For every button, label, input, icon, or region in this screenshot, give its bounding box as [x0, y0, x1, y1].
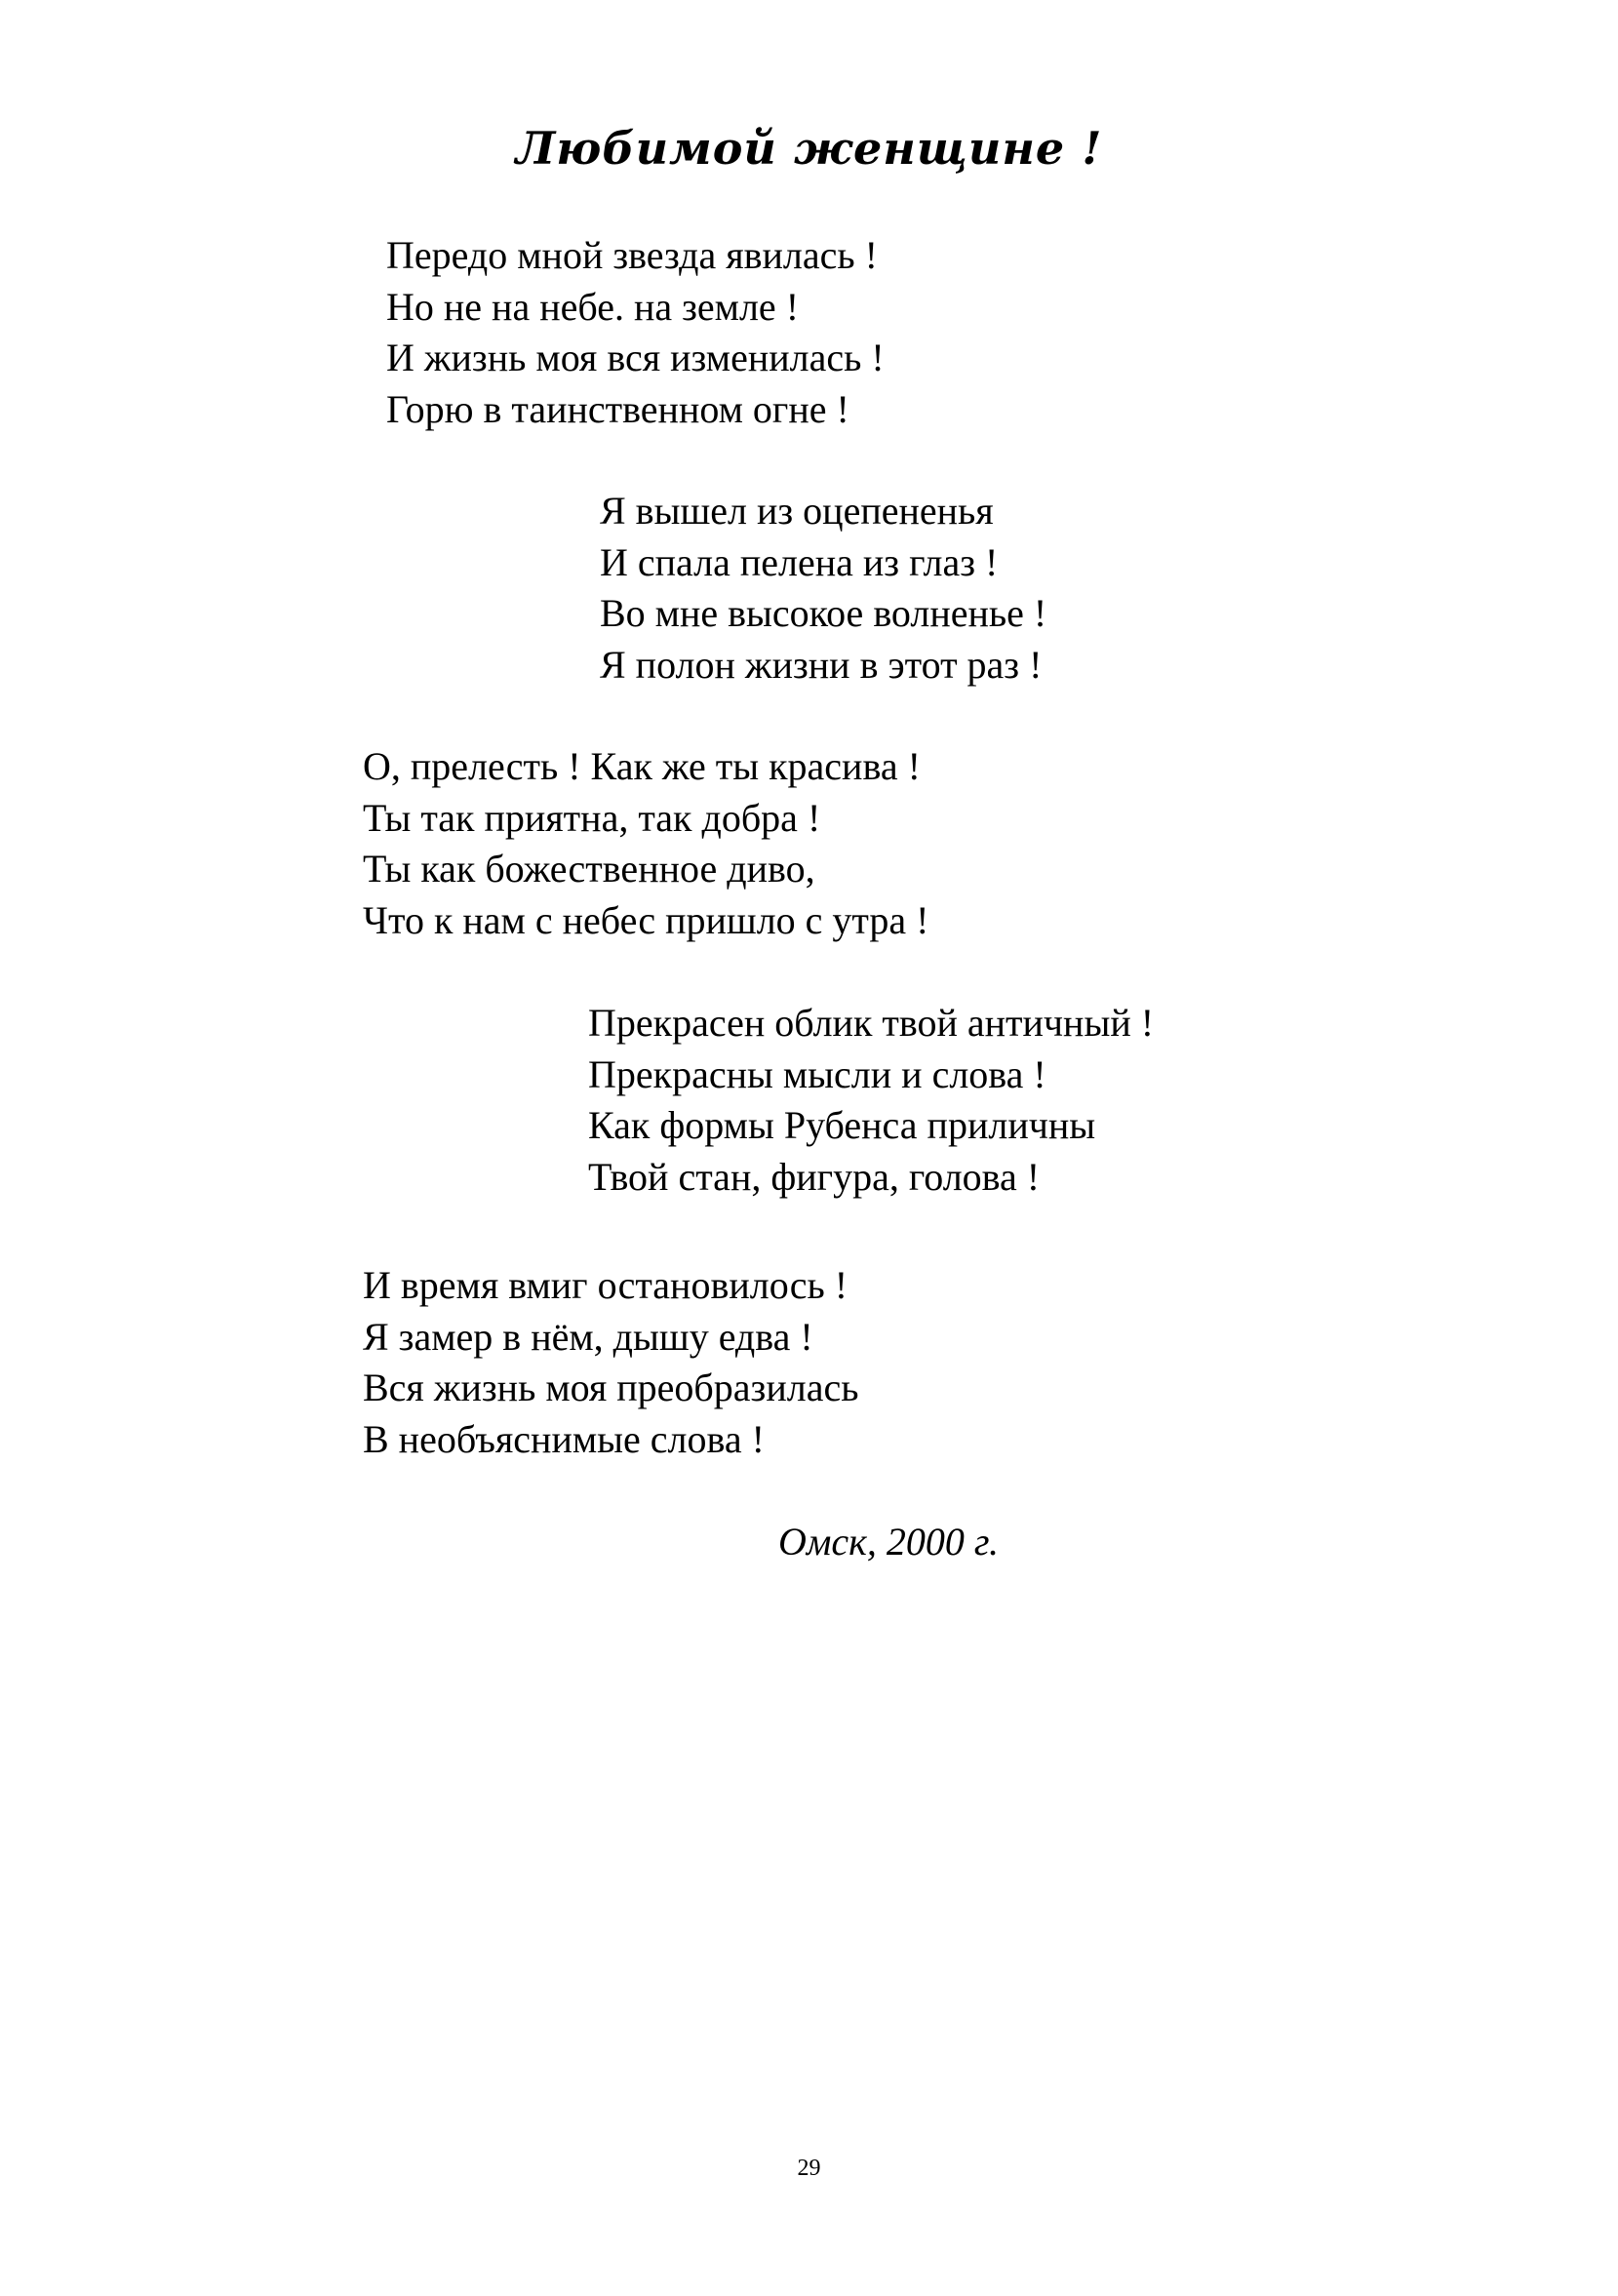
stanza-3-line-4: Что к нам с небес пришло с утра ! — [363, 897, 929, 942]
stanza-2-line-2: И спала пелена из глаз ! — [600, 539, 999, 584]
stanza-2-line-1: Я вышел из оцепененья — [600, 489, 994, 533]
stanza-4-line-3: Как формы Рубенса приличны — [588, 1103, 1096, 1147]
stanza-5-line-4: В необъяснимые слова ! — [363, 1416, 765, 1461]
stanza-3-line-1: О, прелесть ! Как же ты красива ! — [363, 744, 921, 788]
place-and-date: Омск, 2000 г. — [778, 1520, 999, 1564]
stanza-3-line-3: Ты как божественное диво, — [363, 847, 815, 891]
stanza-4-line-4: Твой стан, фигура, голова ! — [588, 1154, 1041, 1199]
page-number: 29 — [797, 2156, 821, 2181]
stanza-5-line-3: Вся жизнь моя преобразилась — [363, 1366, 859, 1409]
stanza-3 — [363, 741, 928, 946]
stanza-2 — [600, 486, 1046, 691]
stanza-1-line-4: Горю в таинственном огне ! — [386, 386, 849, 431]
stanza-4-line-1: Прекрасен облик твой античный ! — [588, 1001, 1155, 1045]
stanza-3-line-2: Ты так приятна, так добра ! — [363, 795, 821, 840]
stanza-1-line-3: И жизнь моя вся изменилась ! — [386, 336, 885, 379]
stanza-1-line-2: Но не на небе. на земле ! — [386, 284, 800, 329]
stanza-5 — [363, 1260, 858, 1465]
stanza-4-line-2: Прекрасны мысли и слова ! — [588, 1051, 1046, 1096]
stanza-2-line-4: Я полон жизни в этот раз ! — [600, 642, 1043, 687]
stanza-1-line-1: Передо мной звезда явилась ! — [386, 233, 878, 277]
stanza-5-line-2: Я замер в нём, дышу едва ! — [363, 1314, 813, 1359]
poem-title: Любимой женщине ! — [515, 122, 1103, 175]
stanza-5-line-1: И время вмиг остановилось ! — [363, 1263, 848, 1307]
stanza-2-line-3: Во мне высокое волненье ! — [600, 591, 1047, 635]
stanza-1 — [386, 230, 885, 435]
stanza-4 — [588, 998, 1154, 1203]
